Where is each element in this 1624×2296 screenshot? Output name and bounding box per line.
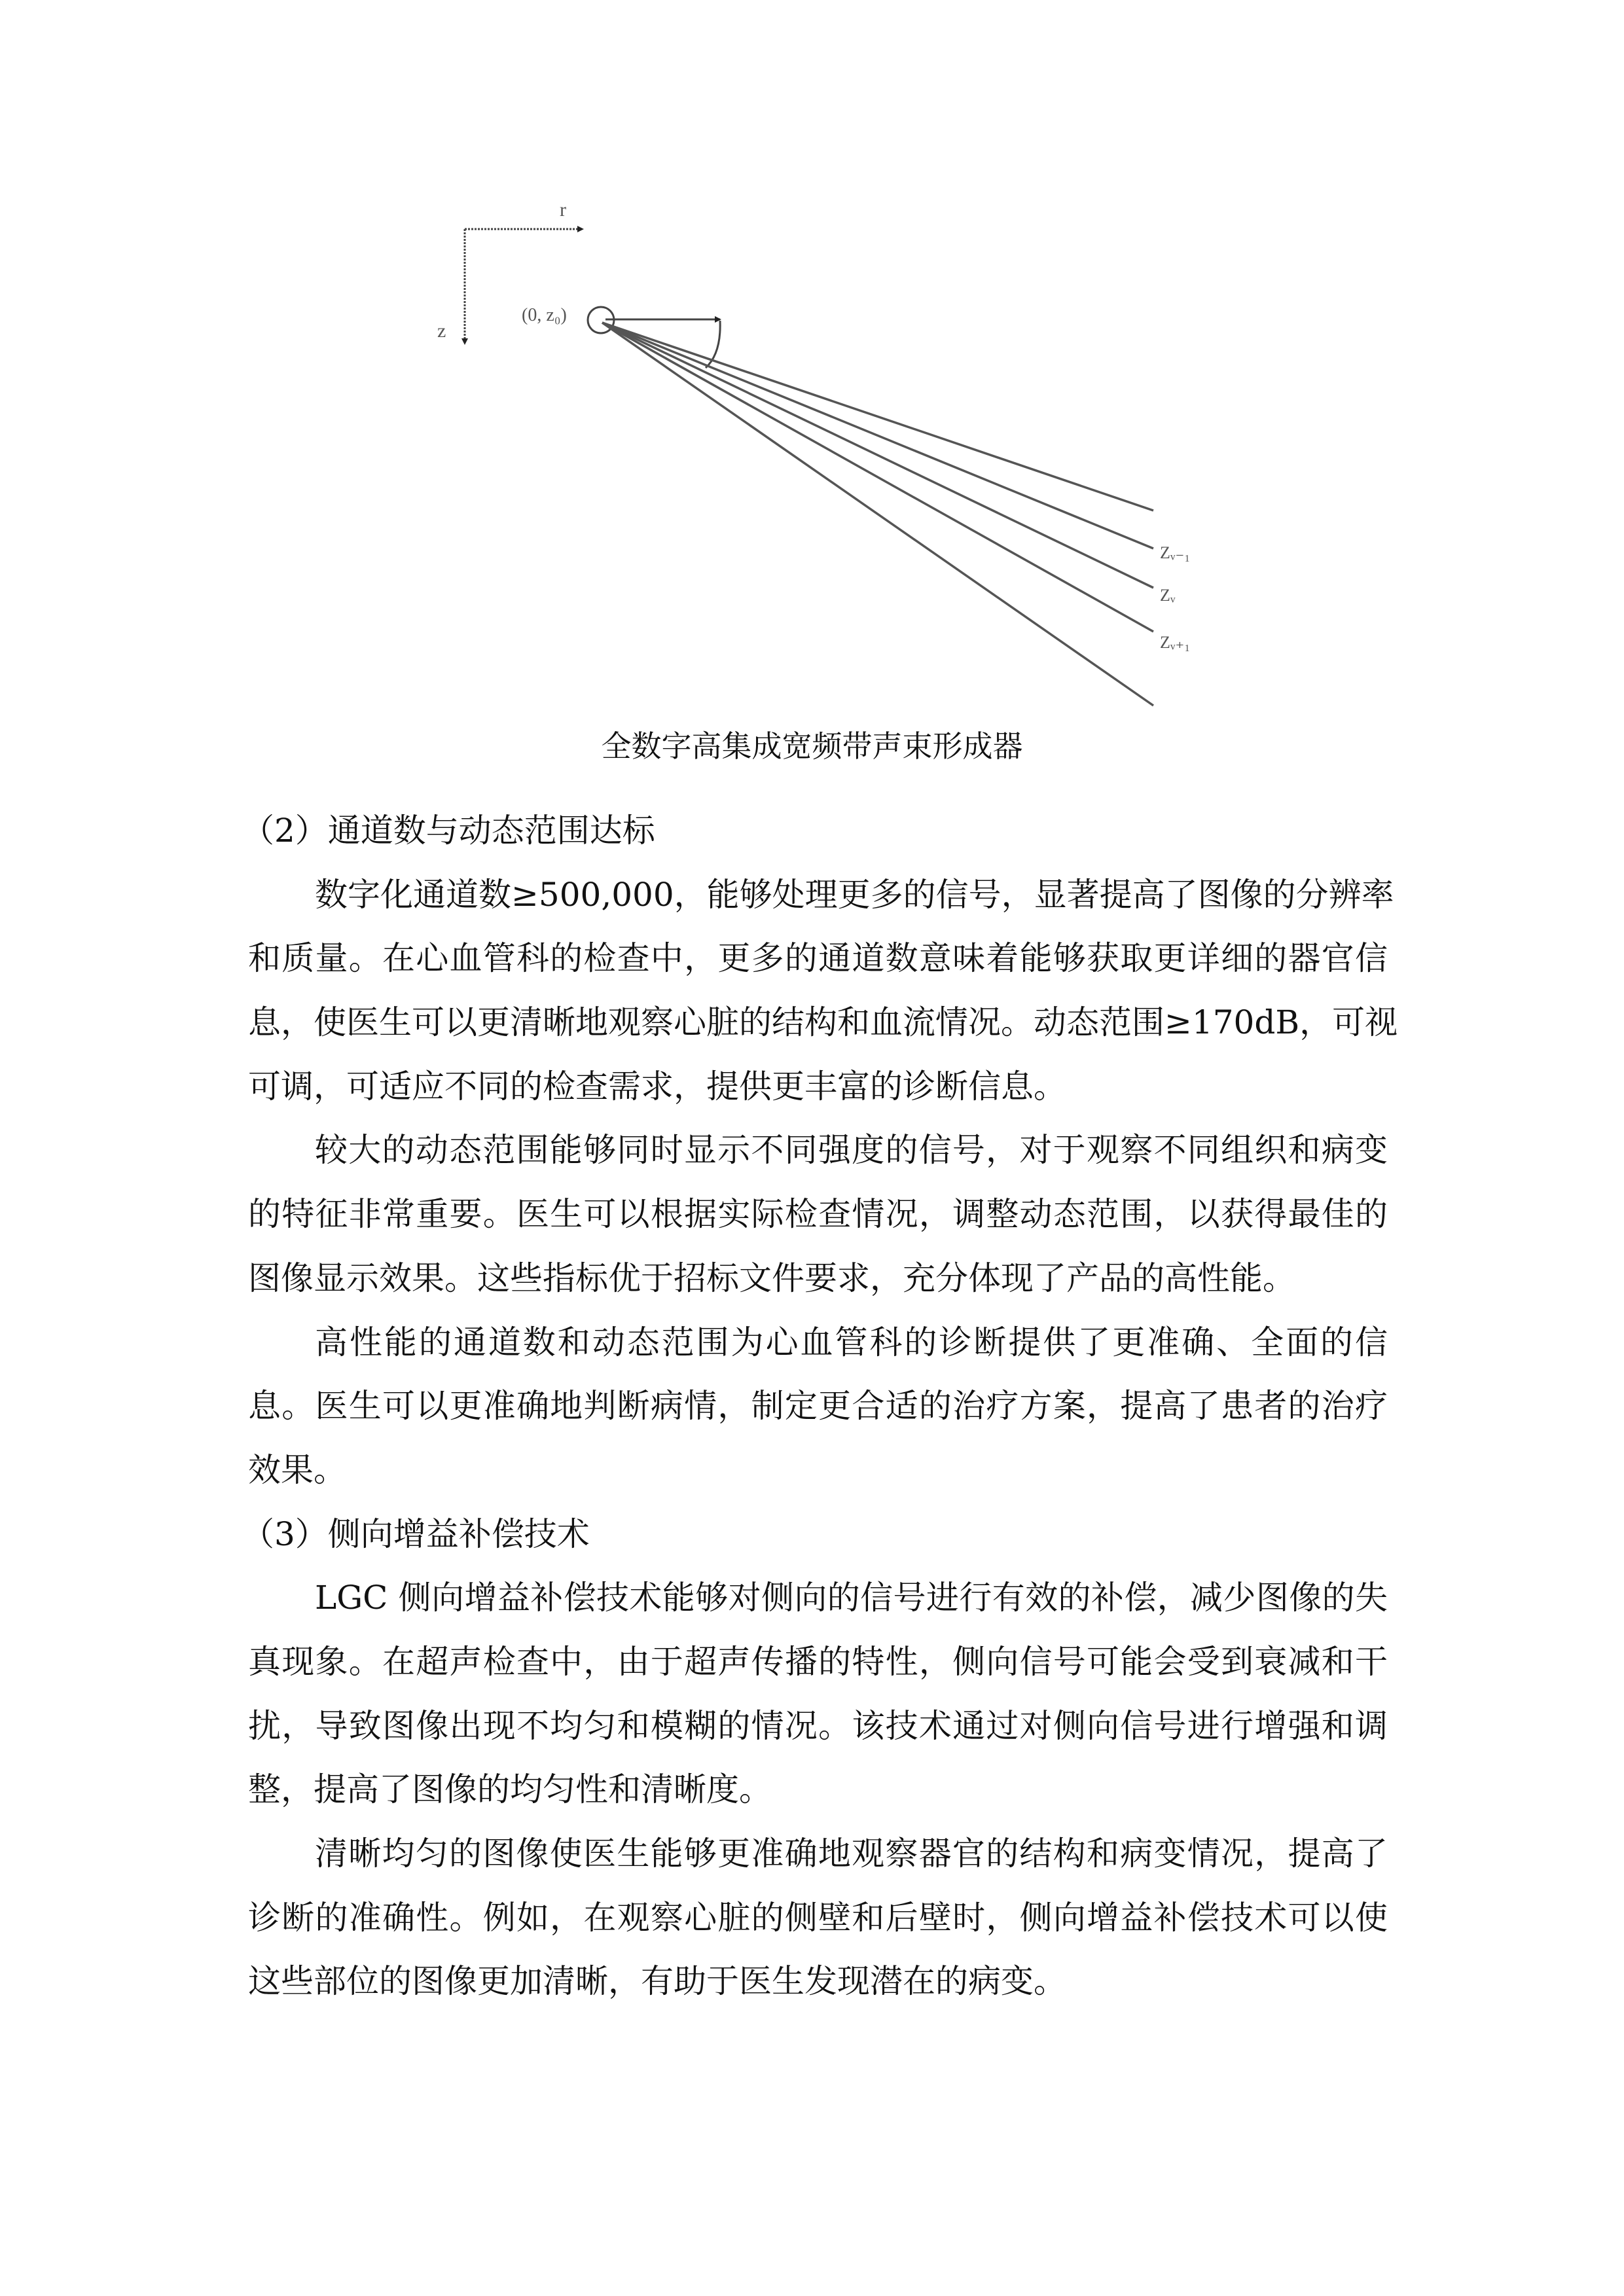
text-line: 和质量。在心血管科的检查中，更多的通道数意味着能够获取更详细的器官信: [248, 939, 1388, 978]
text-line: 的特征非常重要。医生可以根据实际检查情况，调整动态范围，以获得最佳的: [248, 1195, 1388, 1234]
section-heading: （2）通道数与动态范围达标: [242, 812, 655, 850]
figure-caption: 全数字高集成宽频带声束形成器: [601, 728, 1023, 764]
origin-label: (0, z₀): [522, 305, 567, 325]
paragraph: [248, 1311, 1388, 1503]
beam-line: [602, 323, 1153, 632]
beam-label: Zᵥ₋₁: [1160, 543, 1191, 562]
paragraph: [248, 1566, 1388, 1822]
text-line: 诊断的准确性。例如，在观察心脏的侧壁和后壁时，侧向增益补偿技术可以使: [248, 1898, 1388, 1937]
text-line: 息。医生可以更准确地判断病情，制定更合适的治疗方案，提高了患者的治疗: [248, 1387, 1388, 1426]
beam-line: [602, 323, 1153, 588]
paragraph: [248, 863, 1398, 1119]
text-line: 整，提高了图像的均匀性和清晰度。: [248, 1770, 772, 1809]
document-body: [242, 799, 1398, 2014]
text-line: 图像显示效果。这些指标优于招标文件要求，充分体现了产品的高性能。: [248, 1259, 1295, 1297]
text-line: LGC 侧向增益补偿技术能够对侧向的信号进行有效的补偿，减少图像的失: [315, 1579, 1388, 1617]
text-line: 息，使医生可以更清晰地观察心脏的结构和血流情况。动态范围≥170dB，可视: [248, 1003, 1398, 1042]
paragraph: [248, 1119, 1388, 1310]
text-line: 数字化通道数≥500,000，能够处理更多的信号，显著提高了图像的分辨率: [315, 875, 1394, 914]
beam-label: Zᵥ₊₁: [1160, 633, 1191, 652]
r-axis-label: r: [560, 199, 566, 221]
z-axis-label: z: [437, 320, 446, 342]
beam-line: [602, 323, 1153, 511]
text-line: 清晰均匀的图像使医生能够更准确地观察器官的结构和病变情况，提高了: [315, 1835, 1388, 1873]
text-line: 可调，可适应不同的检查需求，提供更丰富的诊断信息。: [248, 1067, 1066, 1105]
beamformer-diagram: [0, 0, 1624, 720]
text-line: 高性能的通道数和动态范围为心血管科的诊断提供了更准确、全面的信: [315, 1323, 1388, 1361]
text-line: 扰，导致图像出现不均匀和模糊的情况。该技术通过对侧向信号进行增强和调: [248, 1706, 1388, 1745]
text-line: 较大的动态范围能够同时显示不同强度的信号，对于观察不同组织和病变: [315, 1131, 1388, 1170]
text-line: 效果。: [248, 1450, 346, 1489]
paragraph: [248, 1822, 1388, 2014]
text-line: 这些部位的图像更加清晰，有助于医生发现潜在的病变。: [248, 1962, 1066, 2001]
text-line: 真现象。在超声检查中，由于超声传播的特性，侧向信号可能会受到衰减和干: [248, 1642, 1388, 1681]
beam-label: Zᵥ: [1160, 586, 1176, 605]
section-heading: （3）侧向增益补偿技术: [242, 1515, 590, 1553]
